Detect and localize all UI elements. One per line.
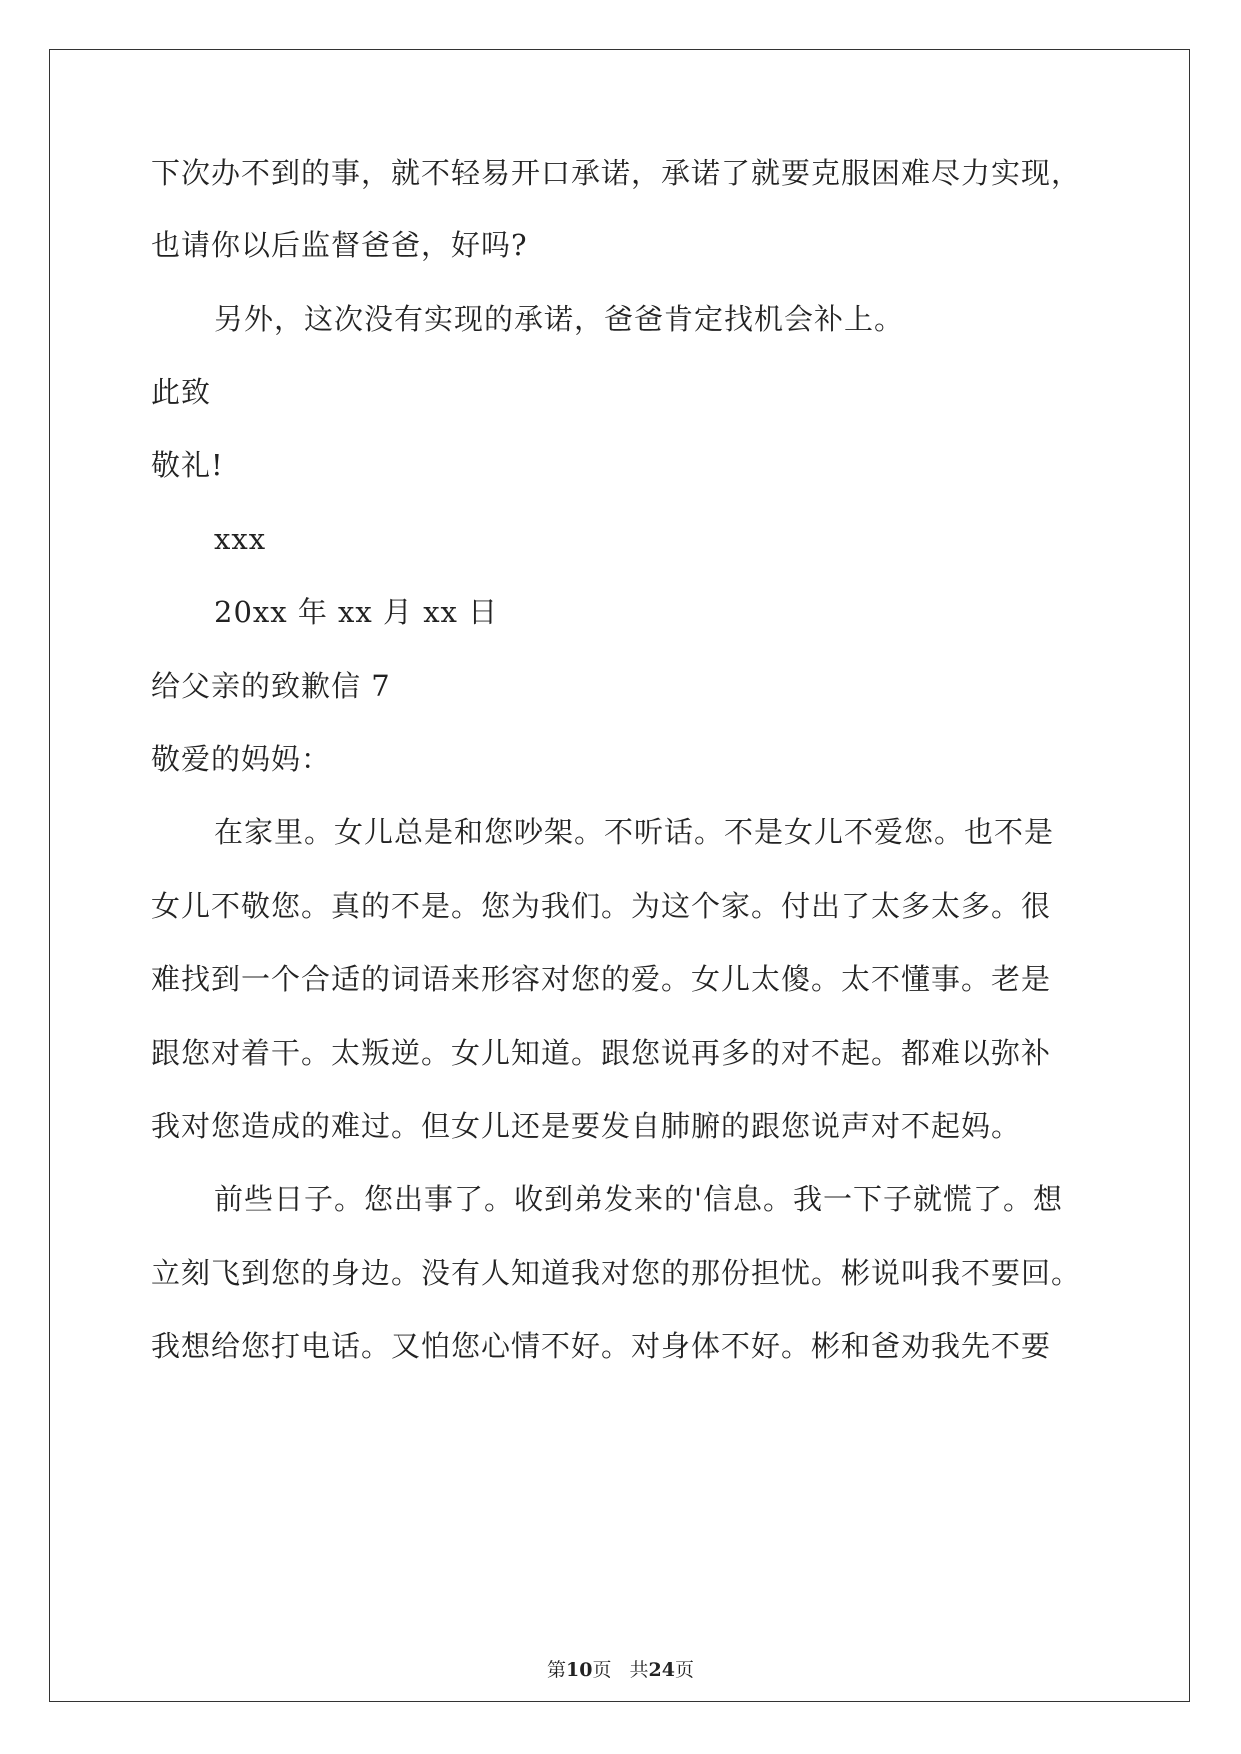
letter-greeting: 敬爱的妈妈： [151, 742, 332, 776]
footer-total-prefix: 共 [629, 1659, 649, 1681]
text-line: 我对您造成的难过。但女儿还是要发自肺腑的跟您说声对不起妈。 [151, 1109, 1022, 1143]
text-line: 在家里。女儿总是和您吵架。不听话。不是女儿不爱您。也不是 [214, 815, 1055, 849]
page-border [49, 49, 1190, 1702]
page-number: 10 [566, 1659, 593, 1681]
closing-salutation: 此致 [151, 375, 212, 409]
text-line: 下次办不到的事，就不轻易开口承诺，承诺了就要克服困难尽力实现， [151, 156, 1082, 190]
letter-title: 给父亲的致歉信 7 [151, 669, 391, 703]
text-line: 女儿不敬您。真的不是。您为我们。为这个家。付出了太多太多。很 [151, 889, 1052, 923]
footer-prefix: 第 [547, 1659, 567, 1681]
text-line: 另外，这次没有实现的承诺，爸爸肯定找机会补上。 [214, 302, 905, 336]
text-line: 我想给您打电话。又怕您心情不好。对身体不好。彬和爸劝我先不要 [151, 1329, 1052, 1363]
text-line: 跟您对着干。太叛逆。女儿知道。跟您说再多的对不起。都难以弥补 [151, 1036, 1052, 1070]
text-line: 也请你以后监督爸爸，好吗? [151, 228, 528, 262]
text-line: 立刻飞到您的身边。没有人知道我对您的那份担忧。彬说叫我不要回。 [151, 1256, 1082, 1290]
closing-regards: 敬礼! [151, 448, 224, 482]
text-line: 难找到一个合适的词语来形容对您的爱。女儿太傻。太不懂事。老是 [151, 962, 1052, 996]
signature: xxx [214, 522, 267, 556]
date-line: 20xx 年 xx 月 xx 日 [214, 595, 499, 629]
page-footer [0, 1658, 1241, 1682]
text-line: 前些日子。您出事了。收到弟发来的'信息。我一下子就慌了。想 [214, 1182, 1063, 1216]
footer-page-suffix: 页 [592, 1659, 612, 1681]
footer-total-suffix: 页 [674, 1659, 694, 1681]
total-pages: 24 [648, 1659, 675, 1681]
